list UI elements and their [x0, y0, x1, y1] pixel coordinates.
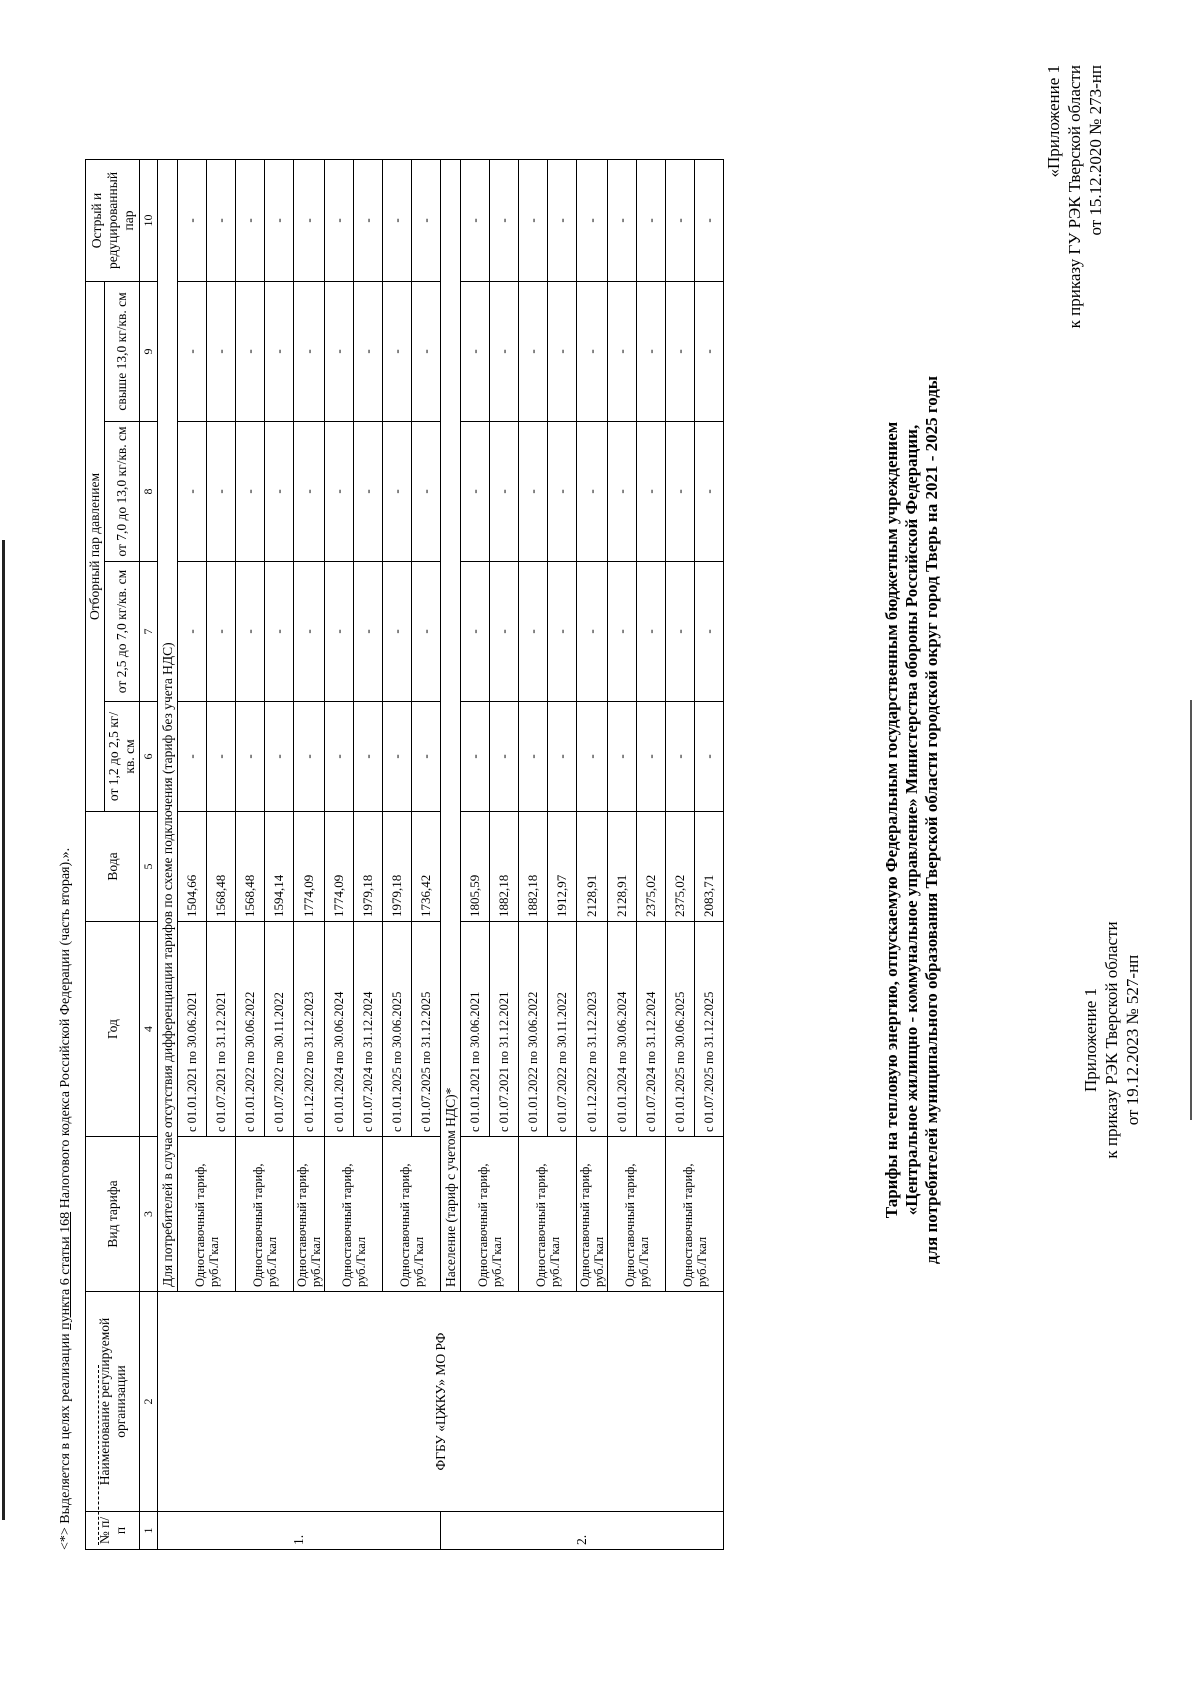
empty-value-cell: - [666, 562, 695, 702]
empty-value-cell: - [294, 281, 325, 421]
header-num: № п/п [86, 1512, 140, 1550]
empty-value-cell: - [519, 422, 548, 562]
empty-value-cell: - [666, 702, 695, 812]
document-title [882, 230, 942, 1410]
empty-value-cell: - [548, 422, 577, 562]
table-header-row [86, 159, 105, 1549]
empty-value-cell: - [207, 422, 236, 562]
empty-value-cell: - [325, 281, 354, 421]
empty-value-cell: - [354, 159, 383, 281]
empty-value-cell: - [666, 281, 695, 421]
appendix-title: Приложение 1 [1081, 988, 1100, 1092]
empty-value-cell: - [577, 159, 608, 281]
empty-value-cell: - [490, 159, 519, 281]
empty-value-cell: - [461, 281, 490, 421]
water-tariff-cell: 1979,18 [383, 812, 412, 922]
header-pressure-3: от 7,0 до 13,0 кг/кв. см [105, 422, 140, 562]
empty-value-cell: - [695, 702, 724, 812]
table-body [140, 159, 724, 1549]
water-tariff-cell: 1568,48 [207, 812, 236, 922]
period-cell: с 01.07.2021 по 31.12.2021 [207, 922, 236, 1137]
period-cell: с 01.07.2025 по 31.12.2025 [412, 922, 441, 1137]
tariff-type-cell: Одноставочный тариф, руб./Гкал [608, 1137, 666, 1292]
period-cell: с 01.01.2025 по 30.06.2025 [666, 922, 695, 1137]
empty-value-cell: - [412, 281, 441, 421]
scan-artifact-line [2, 540, 5, 1520]
water-tariff-cell: 2128,91 [577, 812, 608, 922]
header-year: Год [86, 922, 140, 1137]
empty-value-cell: - [207, 159, 236, 281]
empty-value-cell: - [637, 281, 666, 421]
water-tariff-cell: 1882,18 [490, 812, 519, 922]
tariff-type-cell: Одноставочный тариф, руб./Гкал [577, 1137, 608, 1292]
tariff-type-cell: Одноставочный тариф, руб./Гкал [666, 1137, 724, 1292]
title-line: для потребителей муниципального образования Тверской области городской округ город Тверь на 2021 - 2025 годы [922, 375, 941, 1265]
period-cell: с 01.01.2022 по 30.06.2022 [236, 922, 265, 1137]
empty-value-cell: - [548, 159, 577, 281]
empty-value-cell: - [325, 159, 354, 281]
water-tariff-cell: 1568,48 [236, 812, 265, 922]
empty-value-cell: - [265, 562, 294, 702]
empty-value-cell: - [236, 159, 265, 281]
empty-value-cell: - [383, 562, 412, 702]
original-appendix-title: «Приложение 1 [1044, 65, 1063, 178]
period-cell: с 01.07.2024 по 31.12.2024 [637, 922, 666, 1137]
empty-value-cell: - [461, 562, 490, 702]
column-index: 1 [140, 1512, 158, 1550]
original-appendix-order: к приказу ГУ РЭК Тверской области [1065, 65, 1084, 329]
column-index: 8 [140, 422, 158, 562]
empty-value-cell: - [178, 281, 207, 421]
water-tariff-cell: 1774,09 [294, 812, 325, 922]
water-tariff-cell: 2375,02 [666, 812, 695, 922]
tariff-type-cell: Одноставочный тариф, руб./Гкал [325, 1137, 383, 1292]
period-cell: с 01.07.2022 по 30.11.2022 [548, 922, 577, 1137]
empty-value-cell: - [577, 281, 608, 421]
water-tariff-cell: 1805,59 [461, 812, 490, 922]
empty-value-cell: - [294, 422, 325, 562]
period-cell: с 01.07.2025 по 31.12.2025 [695, 922, 724, 1137]
empty-value-cell: - [548, 702, 577, 812]
footnote-prefix: <*> Выделяется в целях реализации [58, 1333, 73, 1550]
section-label: Для потребителей в случае отсутствия дифференциации тарифов по схеме подключения (тариф без учета НДС) [158, 159, 178, 1291]
header-water: Вода [86, 812, 140, 922]
column-index: 3 [140, 1137, 158, 1292]
empty-value-cell: - [265, 702, 294, 812]
period-cell: с 01.01.2024 по 30.06.2024 [608, 922, 637, 1137]
empty-value-cell: - [412, 562, 441, 702]
header-type: Вид тарифа [86, 1137, 140, 1292]
empty-value-cell: - [490, 281, 519, 421]
period-cell: с 01.01.2022 по 30.06.2022 [519, 922, 548, 1137]
empty-value-cell: - [207, 562, 236, 702]
empty-value-cell: - [383, 422, 412, 562]
period-cell: с 01.01.2021 по 30.06.2021 [461, 922, 490, 1137]
title-line: «Центральное жилищно - коммунальное управление» Министерства обороны Российской Федерации, [902, 424, 921, 1216]
empty-value-cell: - [265, 422, 294, 562]
period-cell: с 01.01.2024 по 30.06.2024 [325, 922, 354, 1137]
section-row [158, 159, 178, 1549]
empty-value-cell: - [354, 702, 383, 812]
empty-value-cell: - [577, 422, 608, 562]
tariff-type-cell: Одноставочный тариф, руб./Гкал [461, 1137, 519, 1292]
column-index-row [140, 159, 158, 1549]
period-cell: с 01.01.2025 по 30.06.2025 [383, 922, 412, 1137]
empty-value-cell: - [637, 422, 666, 562]
footnote-suffix: Налогового кодекса Российской Федерации (часть вторая).». [58, 847, 73, 1209]
empty-value-cell: - [637, 159, 666, 281]
section-number: 2. [441, 1512, 724, 1550]
empty-value-cell: - [412, 422, 441, 562]
water-tariff-cell: 1912,97 [548, 812, 577, 922]
water-tariff-cell: 1504,66 [178, 812, 207, 922]
empty-value-cell: - [637, 562, 666, 702]
empty-value-cell: - [695, 281, 724, 421]
empty-value-cell: - [265, 281, 294, 421]
empty-value-cell: - [325, 562, 354, 702]
empty-value-cell: - [695, 422, 724, 562]
column-index: 10 [140, 159, 158, 281]
section-label: Население (тариф с учетом НДС)* [441, 159, 461, 1291]
water-tariff-cell: 2375,02 [637, 812, 666, 922]
empty-value-cell: - [608, 281, 637, 421]
empty-value-cell: - [608, 422, 637, 562]
tariff-type-cell: Одноставочный тариф, руб./Гкал [294, 1137, 325, 1292]
period-cell: с 01.01.2021 по 30.06.2021 [178, 922, 207, 1137]
empty-value-cell: - [412, 702, 441, 812]
empty-value-cell: - [265, 159, 294, 281]
period-cell: с 01.07.2021 по 31.12.2021 [490, 922, 519, 1137]
water-tariff-cell: 1774,09 [325, 812, 354, 922]
header-pressure-1: от 1,2 до 2,5 кг/кв. см [105, 702, 140, 812]
empty-value-cell: - [490, 702, 519, 812]
empty-value-cell: - [383, 702, 412, 812]
original-appendix-header [1043, 65, 1106, 665]
column-index: 7 [140, 562, 158, 702]
column-index: 2 [140, 1292, 158, 1512]
empty-value-cell: - [294, 702, 325, 812]
footnote-divider [98, 1365, 99, 1545]
empty-value-cell: - [178, 562, 207, 702]
rotated-document [40, 40, 1170, 1640]
empty-value-cell: - [412, 159, 441, 281]
header-steam-group: Отборный пар давлением [86, 281, 105, 811]
water-tariff-cell: 1736,42 [412, 812, 441, 922]
column-index: 6 [140, 702, 158, 812]
section-number: 1. [158, 1512, 441, 1550]
period-cell: с 01.12.2022 по 31.12.2023 [294, 922, 325, 1137]
tariff-type-cell: Одноставочный тариф, руб./Гкал [236, 1137, 294, 1292]
empty-value-cell: - [548, 562, 577, 702]
header-pressure-4: свыше 13,0 кг/кв. см [105, 281, 140, 421]
column-index: 4 [140, 922, 158, 1137]
empty-value-cell: - [666, 159, 695, 281]
column-index: 5 [140, 812, 158, 922]
empty-value-cell: - [207, 702, 236, 812]
empty-value-cell: - [236, 281, 265, 421]
empty-value-cell: - [637, 702, 666, 812]
empty-value-cell: - [519, 562, 548, 702]
empty-value-cell: - [294, 159, 325, 281]
period-cell: с 01.07.2024 по 31.12.2024 [354, 922, 383, 1137]
tariff-table [85, 159, 724, 1550]
empty-value-cell: - [519, 702, 548, 812]
appendix-date: от 19.12.2023 № 527-нп [1123, 954, 1142, 1126]
period-cell: с 01.07.2022 по 30.11.2022 [265, 922, 294, 1137]
empty-value-cell: - [236, 562, 265, 702]
tariff-type-cell: Одноставочный тариф, руб./Гкал [519, 1137, 577, 1292]
empty-value-cell: - [178, 702, 207, 812]
empty-value-cell: - [577, 702, 608, 812]
empty-value-cell: - [178, 422, 207, 562]
empty-value-cell: - [608, 562, 637, 702]
empty-value-cell: - [461, 159, 490, 281]
empty-value-cell: - [354, 562, 383, 702]
empty-value-cell: - [354, 422, 383, 562]
empty-value-cell: - [666, 422, 695, 562]
water-tariff-cell: 1882,18 [519, 812, 548, 922]
empty-value-cell: - [490, 562, 519, 702]
empty-value-cell: - [461, 702, 490, 812]
empty-value-cell: - [577, 562, 608, 702]
tariff-type-cell: Одноставочный тариф, руб./Гкал [178, 1137, 236, 1292]
empty-value-cell: - [178, 159, 207, 281]
title-line: Тарифы на тепловую энергию, отпускаемую Федеральным государственным бюджетным учреждением [882, 421, 901, 1219]
appendix-order: к приказу РЭК Тверской области [1102, 921, 1121, 1159]
footnote-law-reference: пункта 6 статьи 168 [58, 1211, 73, 1330]
empty-value-cell: - [383, 281, 412, 421]
empty-value-cell: - [354, 281, 383, 421]
empty-value-cell: - [608, 702, 637, 812]
water-tariff-cell: 1594,14 [265, 812, 294, 922]
empty-value-cell: - [325, 422, 354, 562]
footnote [58, 550, 74, 1550]
period-cell: с 01.12.2022 по 31.12.2023 [577, 922, 608, 1137]
empty-value-cell: - [207, 281, 236, 421]
organization-name: ФГБУ «ЦЖКУ» МО РФ [158, 1292, 724, 1512]
empty-value-cell: - [325, 702, 354, 812]
empty-value-cell: - [490, 422, 519, 562]
empty-value-cell: - [695, 562, 724, 702]
scan-artifact-line [1190, 700, 1192, 1120]
empty-value-cell: - [608, 159, 637, 281]
appendix-header [1080, 740, 1143, 1340]
empty-value-cell: - [236, 422, 265, 562]
empty-value-cell: - [236, 702, 265, 812]
water-tariff-cell: 2083,71 [695, 812, 724, 922]
empty-value-cell: - [519, 281, 548, 421]
header-org: Наименование регулируемой организации [86, 1292, 140, 1512]
header-sharp-steam: Острый и редуцированный пар [86, 159, 140, 281]
empty-value-cell: - [461, 422, 490, 562]
empty-value-cell: - [519, 159, 548, 281]
water-tariff-cell: 1979,18 [354, 812, 383, 922]
empty-value-cell: - [548, 281, 577, 421]
original-appendix-date: от 15.12.2020 № 273-нп [1086, 65, 1105, 236]
header-pressure-2: от 2,5 до 7,0 кг/кв. см [105, 562, 140, 702]
empty-value-cell: - [695, 159, 724, 281]
column-index: 9 [140, 281, 158, 421]
tariff-type-cell: Одноставочный тариф, руб./Гкал [383, 1137, 441, 1292]
empty-value-cell: - [383, 159, 412, 281]
empty-value-cell: - [294, 562, 325, 702]
water-tariff-cell: 2128,91 [608, 812, 637, 922]
